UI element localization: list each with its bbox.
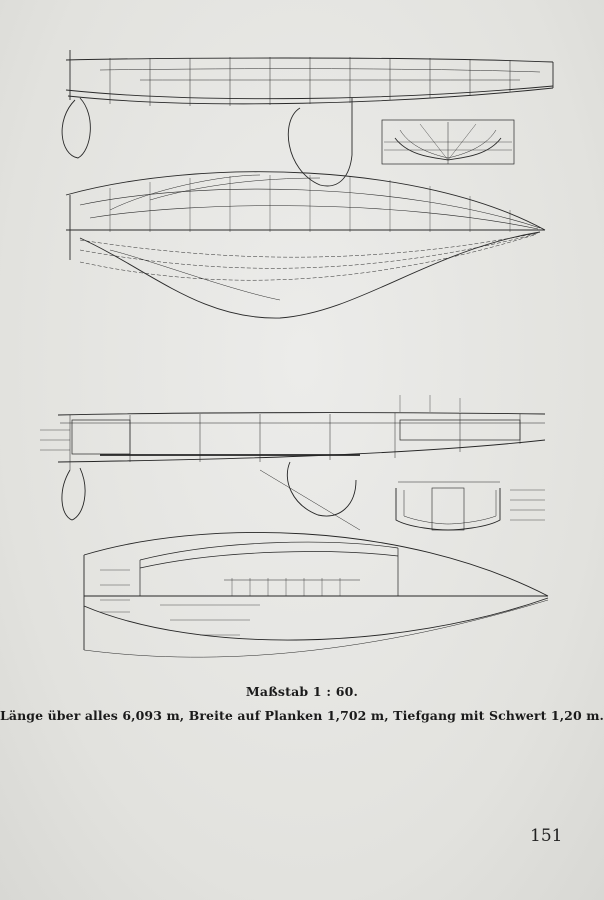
half-breadth-view: [66, 172, 545, 318]
scale-caption: Maßstab 1 : 60.: [245, 684, 359, 699]
body-plan-view: [382, 120, 514, 164]
construction-profile-view: [40, 395, 545, 530]
deck-plan-view: [84, 532, 548, 657]
midship-section-view: [396, 482, 545, 530]
dimensions-caption: Länge über alles 6,093 m, Breite auf Planken 1,702 m, Tiefgang mit Schwert 1,20 m.: [0, 708, 604, 723]
construction-plan-drawing: [40, 395, 548, 657]
page-number: 151: [530, 826, 563, 846]
profile-view: [62, 50, 553, 186]
